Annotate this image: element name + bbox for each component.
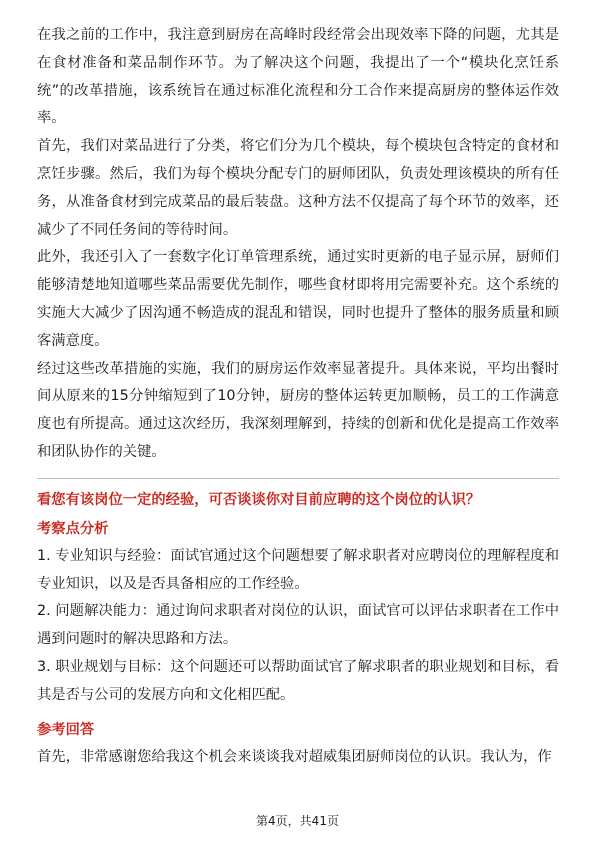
section-divider xyxy=(37,478,559,479)
analysis-item: 1. 专业知识与经验：面试官通过这个问题想要了解求职者对应聘岗位的理解程度和专业知识，以及是否具备相应的工作经验。 xyxy=(37,547,559,592)
body-paragraph: 此外，我还引入了一套数字化订单管理系统，通过实时更新的电子显示屏，厨师们能够清楚地知道哪些菜品需要优先制作，哪些食材即将用完需要补充。这个系统的实施大大减少了因沟通不畅造成的混乱和错误，同时也提升了整体的服务质量和顾客满意度。 xyxy=(37,249,559,349)
analysis-item: 2. 问题解决能力：通过询问求职者对岗位的认识，面试官可以评估求职者在工作中遇到问题时的解决思路和方法。 xyxy=(37,603,559,648)
body-paragraph: 首先，我们对菜品进行了分类，将它们分为几个模块，每个模块包含特定的食材和烹饪步骤。然后，我们为每个模块分配专门的厨师团队，负责处理该模块的所有任务，从准备食材到完成菜品的最后装盘。这种方法不仅提高了每个环节的效率，还减少了不同任务间的等待时间。 xyxy=(37,138,559,238)
document-page xyxy=(37,22,559,771)
question-heading: 看您有该岗位一定的经验，可否谈谈你对目前应聘的这个岗位的认识？ xyxy=(37,491,481,508)
analysis-heading: 考察点分析 xyxy=(37,520,109,537)
page-footer: 第4页，共41页 xyxy=(256,814,339,828)
body-paragraph: 经过这些改革措施的实施，我们的厨房运作效率显著提升。具体来说，平均出餐时间从原来的15分钟缩短到了10分钟，厨房的整体运转更加顺畅，员工的工作满意度也有所提高。通过这次经历，我深刻理解到，持续的创新和优化是提高工作效率和团队协作的关键。 xyxy=(37,360,559,460)
analysis-item: 3. 职业规划与目标：这个问题还可以帮助面试官了解求职者的职业规划和目标，看其是否与公司的发展方向和文化相匹配。 xyxy=(37,658,559,703)
answer-paragraph: 首先，非常感谢您给我这个机会来谈谈我对超威集团厨师岗位的认识。我认为，作 xyxy=(37,748,552,765)
answer-heading: 参考回答 xyxy=(37,721,95,738)
body-paragraph: 在我之前的工作中，我注意到厨房在高峰时段经常会出现效率下降的问题，尤其是在食材准备和菜品制作环节。为了解决这个问题，我提出了一个“模块化烹饪系统”的改革措施，该系统旨在通过标准化流程和分工合作来提高厨房的整体运作效率。 xyxy=(37,27,559,127)
